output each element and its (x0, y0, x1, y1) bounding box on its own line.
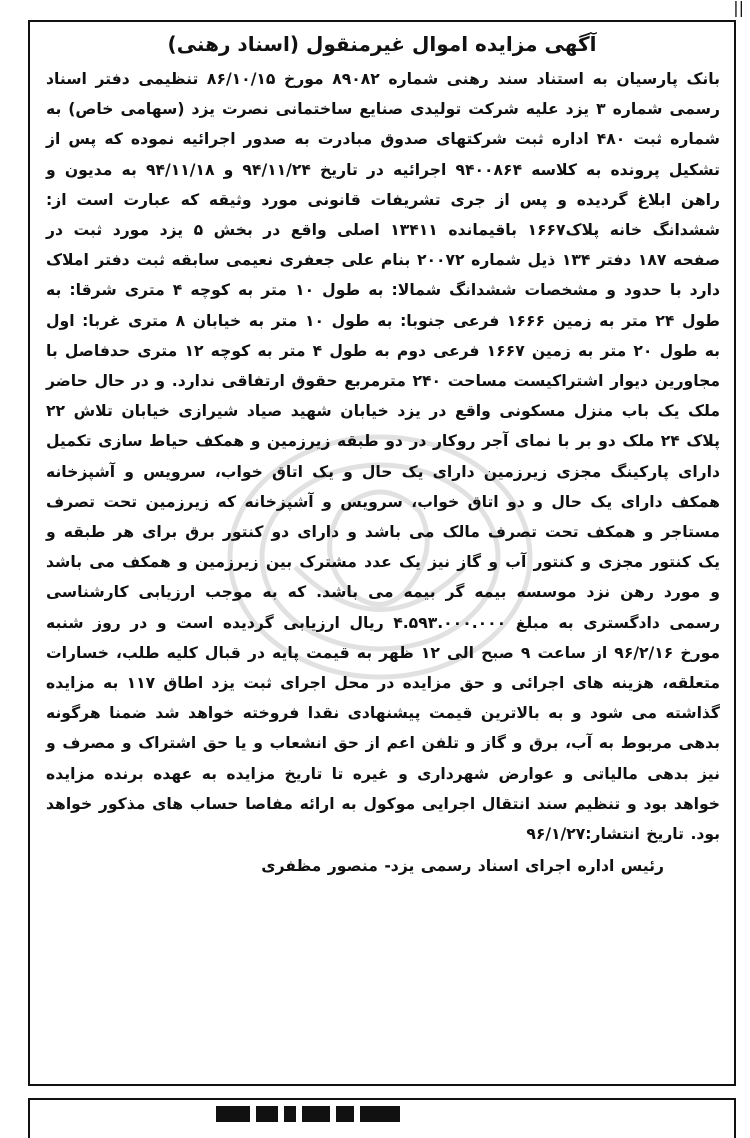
corner-mark: || (733, 0, 744, 17)
notice-title: آگهی مزایده اموال غیرمنقول (اسناد رهنی) (167, 32, 597, 56)
notice-paragraph: بانک پارسیان به استناد سند رهنی شماره ۸۹۰۸۲ مورخ ۸۶/۱۰/۱۵ تنظیمی دفتر اسناد رسمی شماره ۳ یزد علیه شرکت تولیدی صنایع ساختمانی نصرت یزد (سهامی خاص) به شماره ثبت ۴۸۰ اداره ثبت شرکتهای صدوق مبادرت به صدور اجرائیه نموده که پس از تشکیل پرونده به کلاسه ۹۴۰۰۸۶۴ اجرائیه در تاریخ ۹۴/۱۱/۲۴ و ۹۴/۱۱/۱۸ به مدیون و راهن ابلاغ گردیده و پس از جری تشریفات قانونی مورد وثیقه که عبارت است از: ششدانگ خانه پلاک۱۶۶۷ باقیمانده ۱۳۴۱۱ اصلی واقع در بخش ۵ یزد مورد ثبت در صفحه ۱۸۷ دفتر ۱۳۴ ذیل شماره ۲۰۰۷۲ بنام علی جعفری نعیمی سابقه ثبت دفتر املاک دارد با حدود و مشخصات ششدانگ شمالا: به طول ۱۰ متر به کوچه ۴ متری شرقا: به طول ۲۴ متر به زمین ۱۶۶۶ فرعی جنوبا: به طول ۱۰ متر به خیابان ۸ متری غربا: اول به طول ۲۰ متر به زمین ۱۶۶۷ فرعی دوم به طول ۴ متر به کوچه ۱۲ متری حدفاصل با مجاورین دیوار اشتراکیست مساحت ۲۴۰ مترمربع حقوق ارتفاقی ندارد. و در حال حاضر ملک یک باب منزل مسکونی واقع در یزد خیابان شهید صیاد شیرازی خیابان تلاش ۲۲ پلاک ۲۴ ملک دو بر با نمای آجر روکار در دو طبقه زیرزمین و همکف حیاط سازی تکمیل دارای پارکینگ مجزی زیرزمین دارای یک حال و یک اتاق خواب، سرویس و آشپزخانه همکف دارای یک حال و دو اتاق خواب، سرویس و آشپزخانه که زیرزمین تحت تصرف مستاجر و همکف تحت تصرف مالک می باشد و دارای دو کنتور برق برای هر طبقه و یک کنتور مجزی و کنتور آب و گاز نیز یک عدد مشترک بین زیرزمین و همکف می باشد و مورد رهن نزد موسسه بیمه گر بیمه می باشد. که به موجب ارزیابی کارشناسی رسمی دادگستری به مبلغ ۴.۵۹۳.۰۰۰.۰۰۰ ریال ارزیابی گردیده است و در روز شنبه مورخ ۹۶/۲/۱۶ از ساعت ۹ صبح الی ۱۲ ظهر به قیمت پایه در قبال کلیه طلب، خسارات متعلقه، هزینه های اجرائی و حق مزایده در محل اجرای ثبت یزد اطاق ۱۱۷ به مزایده گذاشته می شود و به بالاترین قیمت پیشنهادی نقدا فروخته خواهد شد ضمنا هرگونه بدهی مربوط به آب، برق و گاز و تلفن اعم از حق انشعاب و یا حق اشتراک و مصرف و نیز بدهی مالیاتی و عوارض شهرداری و غیره تا تاریخ مزایده به عهده برنده مزایده خواهد بود و تنظیم سند انتقال اجرایی موکول به ارائه مفاصا حساب های مذکور خواهد بود. تاریخ انتشار:۹۶/۱/۲۷ (46, 70, 721, 844)
notice-body (46, 64, 720, 881)
auction-notice (28, 20, 736, 1086)
next-notice-fragment (28, 1098, 736, 1138)
notice-signature: رئیس اداره اجرای اسناد رسمی یزد- منصور مظفری (261, 857, 664, 876)
next-notice-title-fragment (210, 1106, 530, 1122)
